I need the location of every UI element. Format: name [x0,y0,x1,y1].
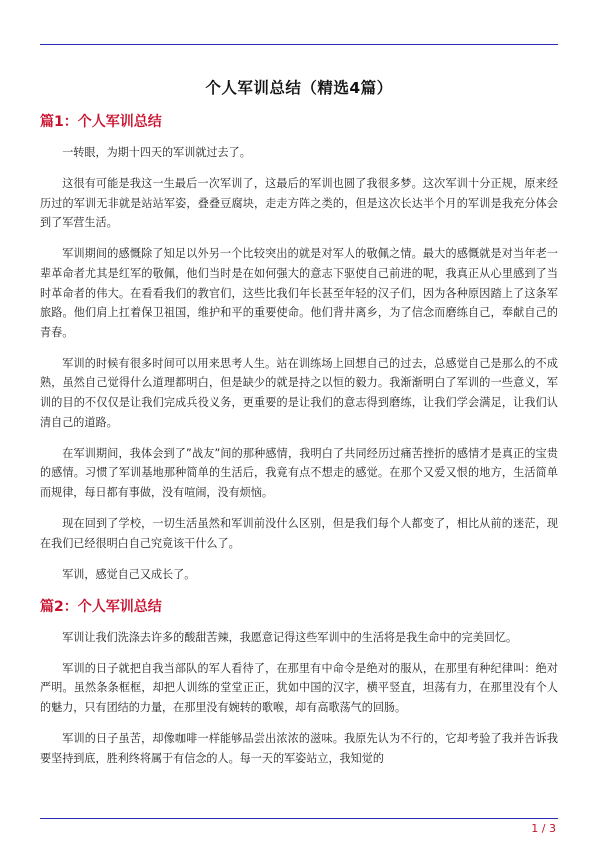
document-title: 个人军训总结（精选4篇） [205,79,393,97]
section-1-heading: 篇1：个人军训总结 [40,114,162,130]
footer-rule [40,818,558,819]
section-2-paragraph: 军训的日子虽苦，却像咖啡一样能够品尝出浓浓的滋味。我原先认为不行的，它却考验了我并告诉我要坚持到底，胜利终将属于有信念的人。每一天的军姿站立，我知觉的 [40,732,558,765]
page-number: 1 / 3 [531,822,556,835]
section-2-heading: 篇2：个人军训总结 [40,598,162,615]
section-2-paragraph: 军训的日子就把自我当部队的军人看待了，在那里有中命令是绝对的服从，在那里有种纪律叫：绝对严明。虽然条条框框，却把人训练的堂堂正正，犹如中国的汉字，横平竖直，坦荡有力，在那里没有个人的魅力，只有团结的力量，在那里没有婉转的歌喉，却有高歌荡气的回肠。 [40,661,558,715]
section-2-paragraph: 军训让我们洗涤去许多的酸甜苦辣，我愿意记得这些军训中的生活将是我生命中的完美回忆。 [62,630,518,644]
header-rule [40,44,558,45]
section-1-paragraph: 这很有可能是我这一生最后一次军训了，这最后的军训也圆了我很多梦。这次军训十分正规，原来经历过的军训无非就是站站军姿，叠叠豆腐块，走走方阵之类的，但是这次长达半个月的军训是我充分体会到了军营生活。 [40,177,558,230]
document-body [40,76,558,780]
section-1-paragraph: 现在回到了学校，一切生活虽然和军训前没什么区别，但是我们每个人都变了，相比从前的迷茫，现在我们已经很明白自己究竟该干什么了。 [40,517,558,550]
section-1-paragraph: 一转眼，为期十四天的军训就过去了。 [62,146,251,159]
section-1-paragraph: 军训期间的感慨除了知足以外另一个比较突出的就是对军人的敬佩之情。最大的感慨就是对当年老一辈革命者尤其是红军的敬佩，他们当时是在如何强大的意志下驱使自己前进的呢，我真正从心里感到了当时革命者的伟大。在看看我们的教官们，这些比我们年长甚至年轻的汉子们，因为各种原因踏上了这条军旅路。他们肩上扛着保卫祖国，维护和平的重要使命。他们背井离乡，为了信念而磨练自己，奉献自己的青春。 [40,247,558,339]
section-1-paragraph: 军训，感觉自己又成长了。 [62,567,196,581]
section-1-paragraph: 军训的时候有很多时间可以用来思考人生。站在训练场上回想自己的过去，总感觉自己是那么的不成熟，虽然自己觉得什么道理都明白，但是缺少的就是持之以恒的毅力。我渐渐明白了军训的一些意义，军训的目的不仅仅是让我们完成兵役义务，更重要的是让我们的意志得到磨练，让我们学会满足，让我们认清自己的道路。 [40,356,558,429]
section-1-paragraph: 在军训期间，我体会到了”战友”间的那种感情，我明白了共同经历过痛苦挫折的感情才是真正的宝贵的感情。习惯了军训基地那种简单的生活后，我竟有点不想走的感觉。在那个又爱又恨的地方，生活简单而规律，每日都有事做，没有喧闹，没有烦恼。 [40,446,558,499]
